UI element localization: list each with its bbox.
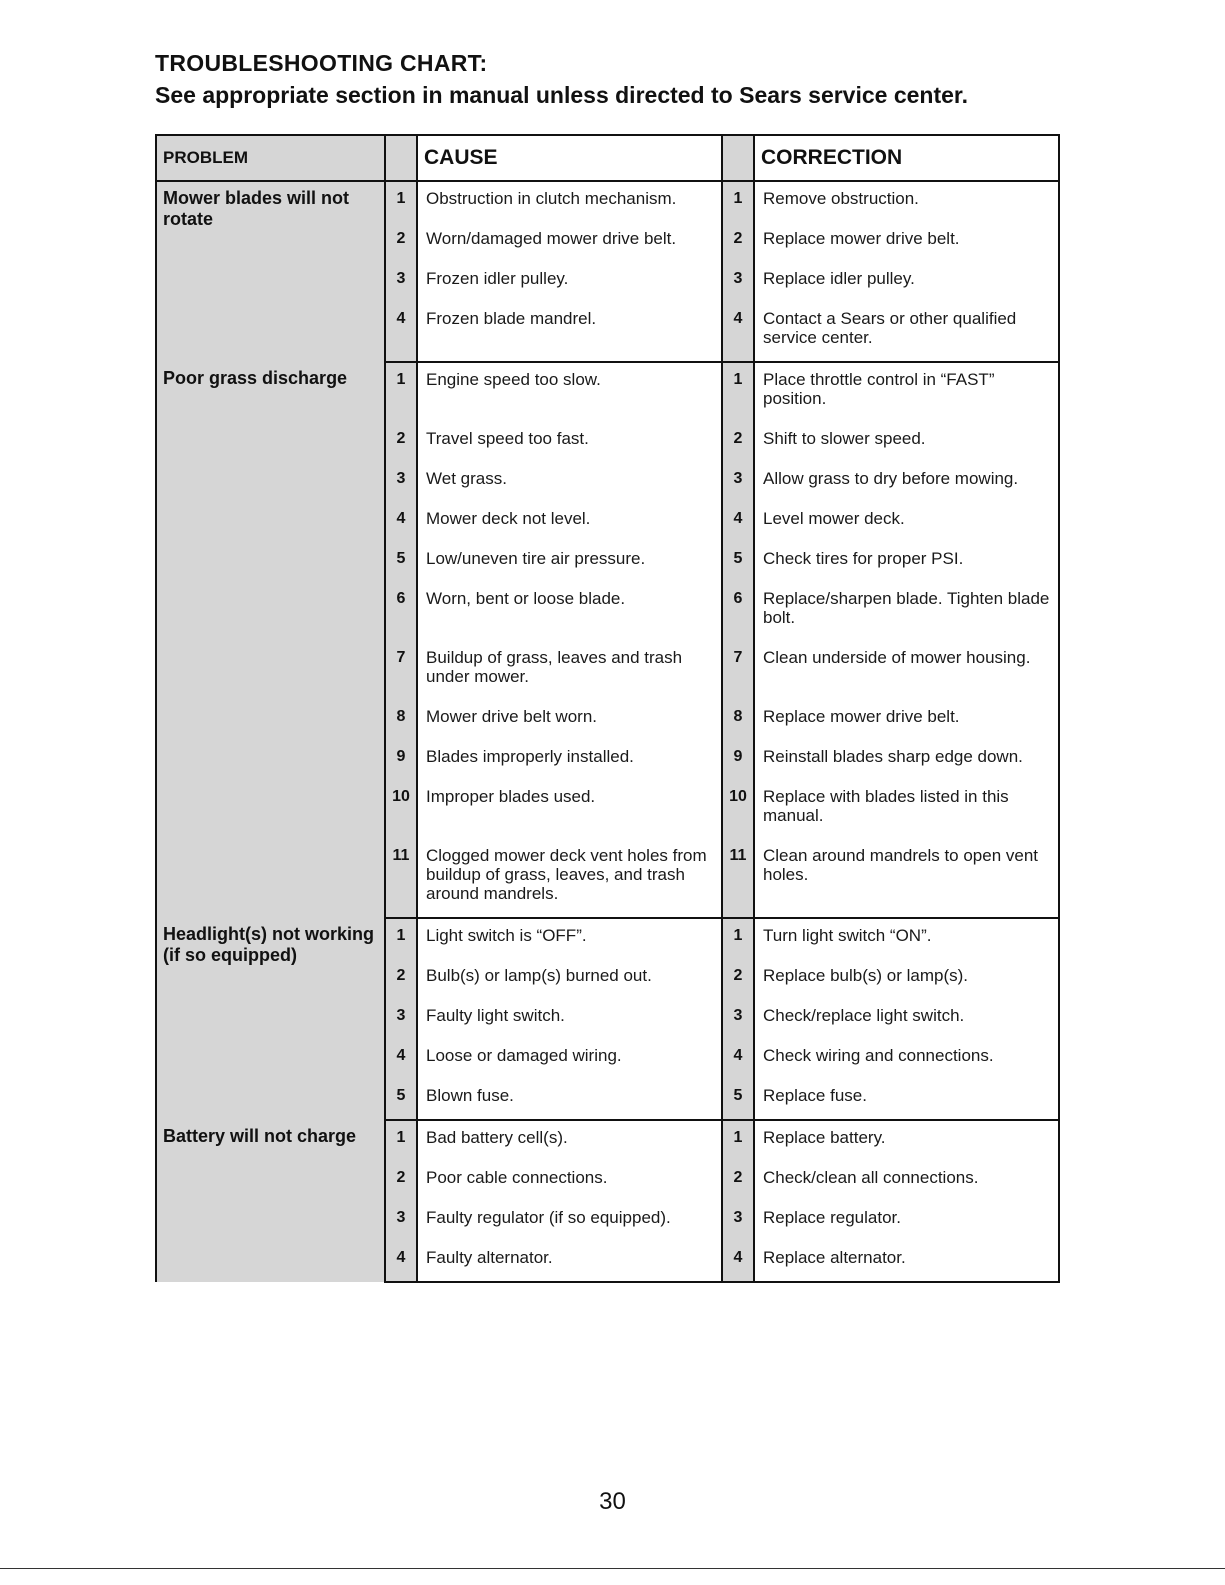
cause-number: 6 xyxy=(385,582,417,641)
cause-cell: Light switch is “OFF”. xyxy=(417,918,722,959)
problem-cell: Headlight(s) not working (if so equipped) xyxy=(156,918,385,1120)
correction-cell: Clean underside of mower housing. xyxy=(754,641,1059,700)
correction-number: 4 xyxy=(722,1241,754,1282)
correction-number: 11 xyxy=(722,839,754,918)
correction-number: 4 xyxy=(722,502,754,542)
header-correction-num xyxy=(722,135,754,181)
chart-subtitle: See appropriate section in manual unless directed to Sears service center. xyxy=(155,82,968,108)
table-row xyxy=(156,918,1059,959)
cause-cell: Faulty alternator. xyxy=(417,1241,722,1282)
correction-number: 6 xyxy=(722,582,754,641)
cause-cell: Low/uneven tire air pressure. xyxy=(417,542,722,582)
cause-cell: Worn/damaged mower drive belt. xyxy=(417,222,722,262)
correction-cell: Reinstall blades sharp edge down. xyxy=(754,740,1059,780)
cause-number: 3 xyxy=(385,262,417,302)
cause-number: 4 xyxy=(385,302,417,362)
correction-cell: Replace alternator. xyxy=(754,1241,1059,1282)
correction-number: 8 xyxy=(722,700,754,740)
cause-number: 3 xyxy=(385,462,417,502)
correction-number: 1 xyxy=(722,181,754,222)
correction-number: 3 xyxy=(722,262,754,302)
cause-number: 2 xyxy=(385,422,417,462)
header-correction: CORRECTION xyxy=(754,135,1059,181)
cause-number: 8 xyxy=(385,700,417,740)
correction-cell: Replace idler pulley. xyxy=(754,262,1059,302)
cause-cell: Buildup of grass, leaves and trash under mower. xyxy=(417,641,722,700)
table-header-row xyxy=(156,135,1059,181)
correction-number: 5 xyxy=(722,1079,754,1120)
correction-cell: Clean around mandrels to open vent holes. xyxy=(754,839,1059,918)
cause-cell: Blades improperly installed. xyxy=(417,740,722,780)
cause-number: 1 xyxy=(385,918,417,959)
table-body xyxy=(156,181,1059,1282)
cause-cell: Frozen blade mandrel. xyxy=(417,302,722,362)
correction-cell: Place throttle control in “FAST” position. xyxy=(754,362,1059,422)
correction-cell: Check/replace light switch. xyxy=(754,999,1059,1039)
cause-cell: Travel speed too fast. xyxy=(417,422,722,462)
correction-cell: Shift to slower speed. xyxy=(754,422,1059,462)
correction-number: 3 xyxy=(722,1201,754,1241)
correction-cell: Check wiring and connections. xyxy=(754,1039,1059,1079)
cause-cell: Clogged mower deck vent holes from buildup of grass, leaves, and trash around mandrels. xyxy=(417,839,722,918)
correction-number: 1 xyxy=(722,1120,754,1161)
cause-number: 4 xyxy=(385,1039,417,1079)
correction-number: 10 xyxy=(722,780,754,839)
table-row xyxy=(156,1120,1059,1161)
problem-cell: Battery will not charge xyxy=(156,1120,385,1282)
correction-cell: Check tires for proper PSI. xyxy=(754,542,1059,582)
cause-number: 2 xyxy=(385,1161,417,1201)
cause-cell: Engine speed too slow. xyxy=(417,362,722,422)
correction-number: 3 xyxy=(722,462,754,502)
correction-cell: Check/clean all connections. xyxy=(754,1161,1059,1201)
cause-number: 11 xyxy=(385,839,417,918)
cause-number: 4 xyxy=(385,502,417,542)
cause-cell: Faulty light switch. xyxy=(417,999,722,1039)
correction-number: 2 xyxy=(722,959,754,999)
cause-cell: Mower deck not level. xyxy=(417,502,722,542)
cause-cell: Blown fuse. xyxy=(417,1079,722,1120)
correction-cell: Replace mower drive belt. xyxy=(754,700,1059,740)
cause-number: 2 xyxy=(385,222,417,262)
table-row xyxy=(156,181,1059,222)
header-cause: CAUSE xyxy=(417,135,722,181)
cause-number: 3 xyxy=(385,1201,417,1241)
chart-title: TROUBLESHOOTING CHART: xyxy=(155,50,488,76)
correction-number: 1 xyxy=(722,362,754,422)
correction-cell: Replace bulb(s) or lamp(s). xyxy=(754,959,1059,999)
correction-number: 7 xyxy=(722,641,754,700)
correction-number: 3 xyxy=(722,999,754,1039)
correction-cell: Turn light switch “ON”. xyxy=(754,918,1059,959)
cause-cell: Frozen idler pulley. xyxy=(417,262,722,302)
correction-number: 4 xyxy=(722,302,754,362)
cause-cell: Bulb(s) or lamp(s) burned out. xyxy=(417,959,722,999)
cause-cell: Worn, bent or loose blade. xyxy=(417,582,722,641)
cause-number: 4 xyxy=(385,1241,417,1282)
correction-number: 5 xyxy=(722,542,754,582)
correction-cell: Level mower deck. xyxy=(754,502,1059,542)
cause-number: 1 xyxy=(385,1120,417,1161)
correction-cell: Contact a Sears or other qualified service center. xyxy=(754,302,1059,362)
cause-cell: Poor cable connections. xyxy=(417,1161,722,1201)
problem-cell: Poor grass discharge xyxy=(156,362,385,918)
table-row xyxy=(156,362,1059,422)
cause-number: 1 xyxy=(385,181,417,222)
cause-cell: Loose or damaged wiring. xyxy=(417,1039,722,1079)
correction-number: 1 xyxy=(722,918,754,959)
cause-number: 2 xyxy=(385,959,417,999)
correction-number: 2 xyxy=(722,222,754,262)
cause-cell: Improper blades used. xyxy=(417,780,722,839)
cause-number: 9 xyxy=(385,740,417,780)
correction-cell: Replace/sharpen blade. Tighten blade bolt. xyxy=(754,582,1059,641)
correction-number: 2 xyxy=(722,1161,754,1201)
correction-cell: Replace battery. xyxy=(754,1120,1059,1161)
correction-cell: Replace regulator. xyxy=(754,1201,1059,1241)
correction-cell: Replace fuse. xyxy=(754,1079,1059,1120)
cause-cell: Wet grass. xyxy=(417,462,722,502)
cause-cell: Obstruction in clutch mechanism. xyxy=(417,181,722,222)
correction-number: 4 xyxy=(722,1039,754,1079)
cause-cell: Bad battery cell(s). xyxy=(417,1120,722,1161)
cause-cell: Faulty regulator (if so equipped). xyxy=(417,1201,722,1241)
cause-number: 1 xyxy=(385,362,417,422)
correction-number: 9 xyxy=(722,740,754,780)
cause-number: 10 xyxy=(385,780,417,839)
cause-number: 3 xyxy=(385,999,417,1039)
cause-cell: Mower drive belt worn. xyxy=(417,700,722,740)
correction-number: 2 xyxy=(722,422,754,462)
correction-cell: Allow grass to dry before mowing. xyxy=(754,462,1059,502)
header-cause-num xyxy=(385,135,417,181)
troubleshooting-table xyxy=(155,134,1060,1283)
problem-cell: Mower blades will not rotate xyxy=(156,181,385,362)
bottom-rule xyxy=(0,1568,1225,1569)
correction-cell: Replace mower drive belt. xyxy=(754,222,1059,262)
cause-number: 7 xyxy=(385,641,417,700)
correction-cell: Replace with blades listed in this manual. xyxy=(754,780,1059,839)
correction-cell: Remove obstruction. xyxy=(754,181,1059,222)
page-number: 30 xyxy=(599,1488,626,1515)
cause-number: 5 xyxy=(385,1079,417,1120)
cause-number: 5 xyxy=(385,542,417,582)
header-problem: PROBLEM xyxy=(156,135,385,181)
